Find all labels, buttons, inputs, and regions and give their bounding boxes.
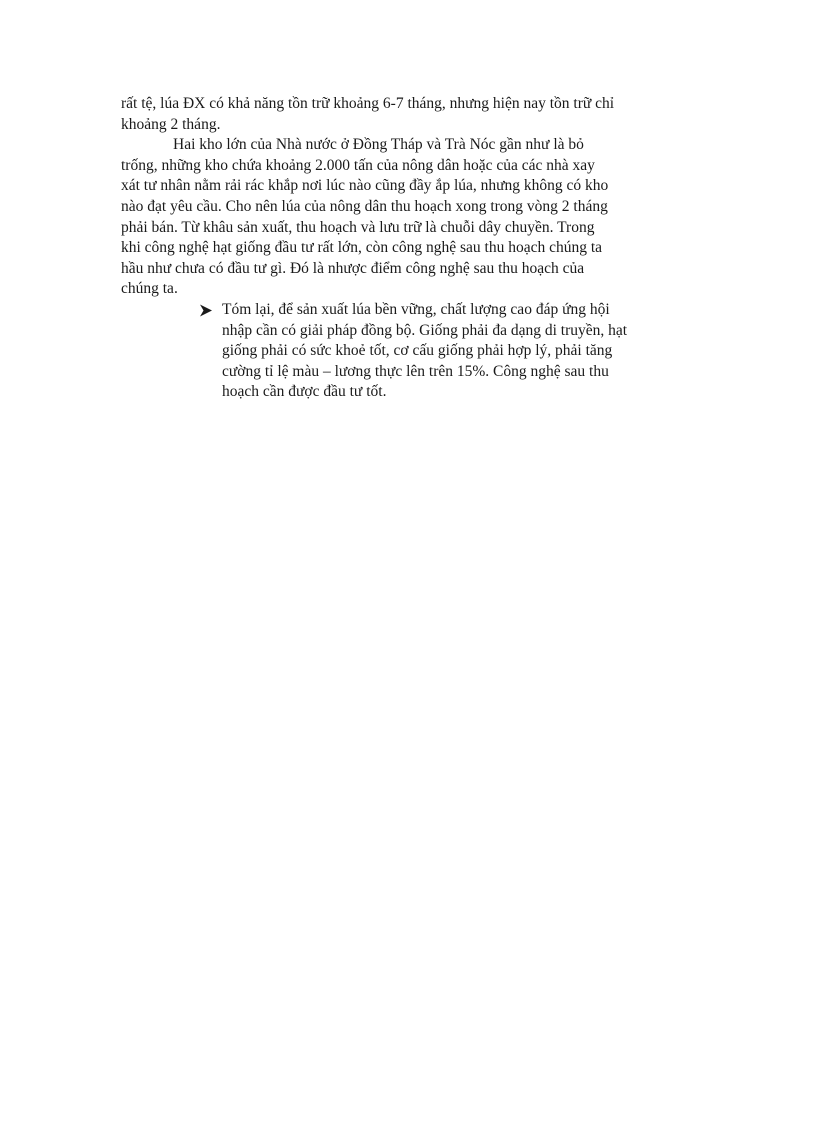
text-line: hầu như chưa có đầu tư gì. Đó là nhược điểm công nghệ sau thu hoạch của: [121, 259, 585, 277]
text-line: trống, những kho chứa khoảng 2.000 tấn của nông dân hoặc của các nhà xay: [121, 156, 595, 174]
text-line: nào đạt yêu cầu. Cho nên lúa của nông dân thu hoạch xong trong vòng 2 tháng: [121, 197, 608, 215]
text-line: rất tệ, lúa ĐX có khả năng tồn trữ khoảng 6-7 tháng, nhưng hiện nay tồn trữ chỉ: [121, 95, 615, 112]
bullet-text-line: nhập cần có giải pháp đồng bộ. Giống phải đa dạng di truyền, hạt: [222, 321, 628, 339]
bullet-item-summary: [121, 300, 695, 403]
text-line: Hai kho lớn của Nhà nước ở Đồng Tháp và Trà Nóc gần như là bỏ: [173, 136, 584, 154]
bullet-text-line: cường tỉ lệ màu – lương thực lên trên 15%. Công nghệ sau thu: [222, 362, 609, 380]
document-body: [121, 94, 695, 403]
bullet-text-line: hoạch cần được đầu tư tốt.: [222, 383, 387, 401]
text-line: chúng ta.: [121, 280, 178, 298]
bullet-text-line: Tóm lại, để sản xuất lúa bền vững, chất lượng cao đáp ứng hội: [222, 300, 610, 318]
paragraph-warehouses: [121, 135, 695, 300]
text-line: xát tư nhân nằm rải rác khắp nơi lúc nào cũng đầy ắp lúa, nhưng không có kho: [121, 177, 609, 195]
text-line: phải bán. Từ khâu sản xuất, thu hoạch và lưu trữ là chuỗi dây chuyền. Trong: [121, 218, 595, 236]
bullet-text-line: giống phải có sức khoẻ tốt, cơ cấu giống phải hợp lý, phải tăng: [222, 342, 613, 360]
text-line: khi công nghệ hạt giống đầu tư rất lớn, còn công nghệ sau thu hoạch chúng ta: [121, 239, 603, 257]
text-line: khoảng 2 tháng.: [121, 115, 221, 133]
paragraph-storage-duration: [121, 94, 695, 135]
arrowhead-bullet-icon: [199, 304, 213, 317]
